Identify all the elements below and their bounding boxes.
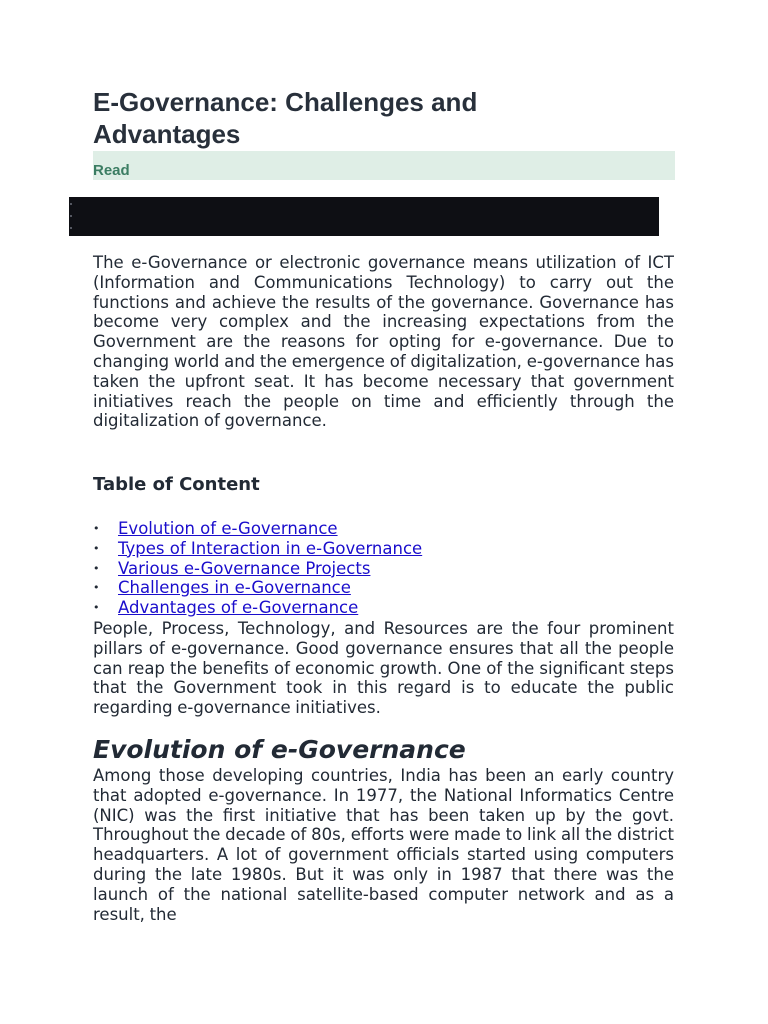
toc-link-projects[interactable]: Various e-Governance Projects [118,558,371,578]
toc-title: Table of Content [93,474,260,495]
dot-icon [70,227,72,229]
bullet-icon: • [93,601,100,615]
read-label[interactable]: Read [93,162,130,179]
pillars-paragraph: People, Process, Technology, and Resources are the four prominent pillars of e-governance. Good governance ensures that all the people can reap the benefits of economic growth. One of the significant steps that the Government took in this regard is to educate the public regarding e-governance initiatives. [93,619,674,718]
bullet-icon: • [93,561,100,575]
page-title: E-Governance: Challenges and Advantages [93,87,478,149]
bullet-icon: • [93,541,100,555]
toc-link-challenges[interactable]: Challenges in e-Governance [118,578,351,598]
media-placeholder-bar [69,197,659,236]
intro-paragraph: The e-Governance or electronic governance means utilization of ICT (Information and Communications Technology) to carry out the functions and achieve the results of the governance. Governance has become very complex and the increasing expectations from the Government are the reasons for opting for e-governance. Due to changing world and the emergence of digitalization, e-governance has taken the upfront seat. It has become necessary that government initiatives reach the people on time and efficiently through the digitalization of governance. [93,253,674,431]
toc-link-evolution[interactable]: Evolution of e-Governance [118,519,338,538]
toc-link-types-of-interaction[interactable]: Types of Interaction in e-Governance [118,538,423,558]
section-heading-evolution: Evolution of e-Governance [93,735,466,764]
evolution-paragraph: Among those developing countries, India has been an early country that adopted e-governance. In 1977, the National Informatics Centre (NIC) was the first initiative that has been taken up by the govt. Throughout the decade of 80s, efforts were made to link all the district headquarters. A lot of government officials started using computers during the late 1980s. But it was only in 1987 that there was the launch of the national satellite-based computer network and as a result, the [93,766,674,924]
read-banner [93,151,675,180]
dot-icon [70,215,72,217]
dot-icon [70,203,72,205]
toc-link-advantages[interactable]: Advantages of e-Governance [118,598,359,618]
bullet-icon: • [93,581,100,595]
bullet-icon: • [93,522,100,535]
